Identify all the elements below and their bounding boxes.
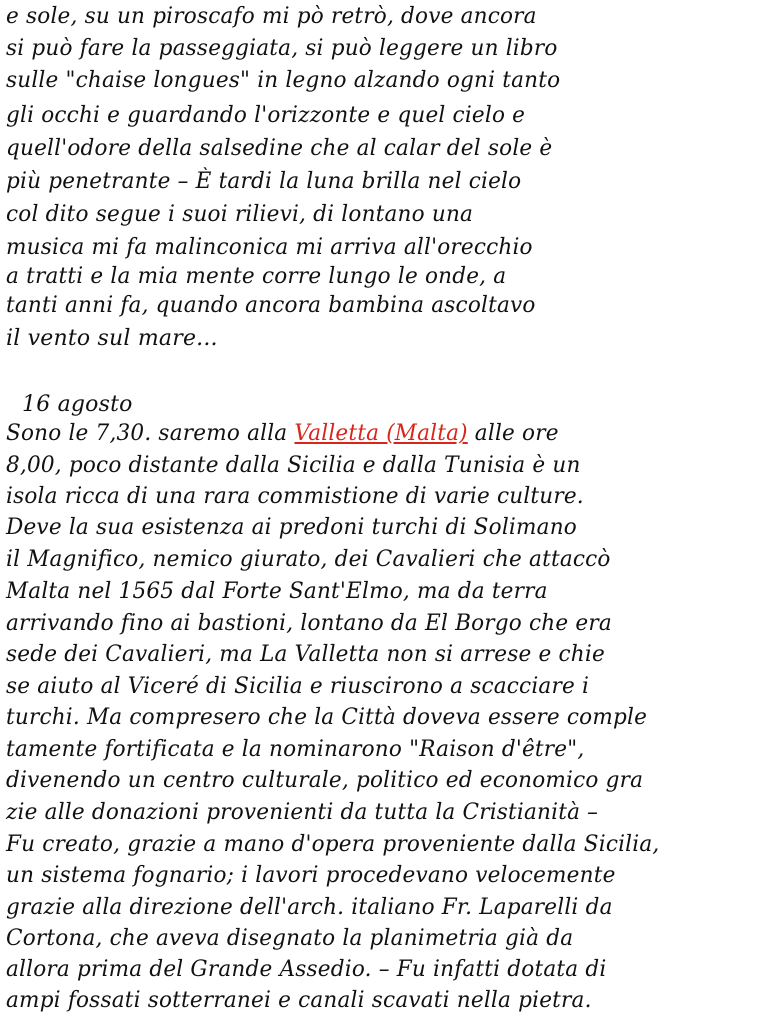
text-line: isola ricca di una rara commistione di varie culture. [6, 484, 584, 509]
text-line: Malta nel 1565 dal Forte Sant'Elmo, ma da terra [6, 579, 548, 604]
place-name-highlight: Valletta (Malta) [294, 421, 468, 446]
text-line: se aiuto al Viceré di Sicilia e riuscirono a scacciare i [6, 674, 590, 699]
text-line: e sole, su un piroscafo mi pò retrò, dove ancora [6, 4, 537, 29]
text-line: ampi fossati sotterranei e canali scavati nella pietra. [6, 988, 592, 1013]
text-line: Fu creato, grazie a mano d'opera proveniente dalla Sicilia, [6, 832, 660, 857]
text-line: musica mi fa malinconica mi arriva all'orecchio [6, 235, 533, 260]
text-line: sede dei Cavalieri, ma La Valletta non si arrese e chie [6, 642, 605, 667]
text-segment: alle ore [467, 421, 559, 446]
text-line: il vento sul mare... [6, 326, 218, 351]
text-line: Deve la sua esistenza ai predoni turchi di Solimano [6, 515, 577, 540]
text-line: Cortona, che aveva disegnato la planimetria già da [6, 926, 574, 951]
text-line: allora prima del Grande Assedio. – Fu infatti dotata di [6, 957, 607, 982]
text-line: zie alle donazioni provenienti da tutta la Cristianità – [6, 800, 599, 825]
text-line-with-place [6, 419, 559, 449]
text-segment: Sono le 7,30. saremo alla [6, 421, 295, 446]
text-line: divenendo un centro culturale, politico ed economico gra [6, 768, 644, 793]
text-line: tanti anni fa, quando ancora bambina ascoltavo [6, 293, 536, 318]
text-line: gli occhi e guardando l'orizzonte e quel cielo e [6, 103, 526, 128]
date-heading: 16 agosto [22, 392, 133, 417]
text-line: si può fare la passeggiata, si può leggere un libro [6, 36, 558, 61]
text-line: più penetrante – È tardi la luna brilla nel cielo [6, 169, 522, 194]
text-line: grazie alla direzione dell'arch. italiano Fr. Laparelli da [6, 895, 613, 920]
text-line: col dito segue i suoi rilievi, di lontano una [6, 202, 474, 227]
text-line: a tratti e la mia mente corre lungo le onde, a [6, 264, 507, 289]
text-line: quell'odore della salsedine che al calar del sole è [6, 136, 553, 161]
text-line: tamente fortificata e la nominarono "Raison d'être", [6, 737, 585, 762]
text-line: 8,00, poco distante dalla Sicilia e dalla Tunisia è un [6, 453, 581, 478]
text-line: un sistema fognario; i lavori procedevano velocemente [6, 863, 616, 888]
text-line: turchi. Ma compresero che la Città doveva essere comple [6, 705, 648, 730]
text-line: il Magnifico, nemico giurato, dei Cavalieri che attaccò [6, 547, 611, 572]
text-line: sulle "chaise longues" in legno alzando ogni tanto [6, 68, 561, 93]
text-line: arrivando fino ai bastioni, lontano da El Borgo che era [6, 611, 612, 636]
